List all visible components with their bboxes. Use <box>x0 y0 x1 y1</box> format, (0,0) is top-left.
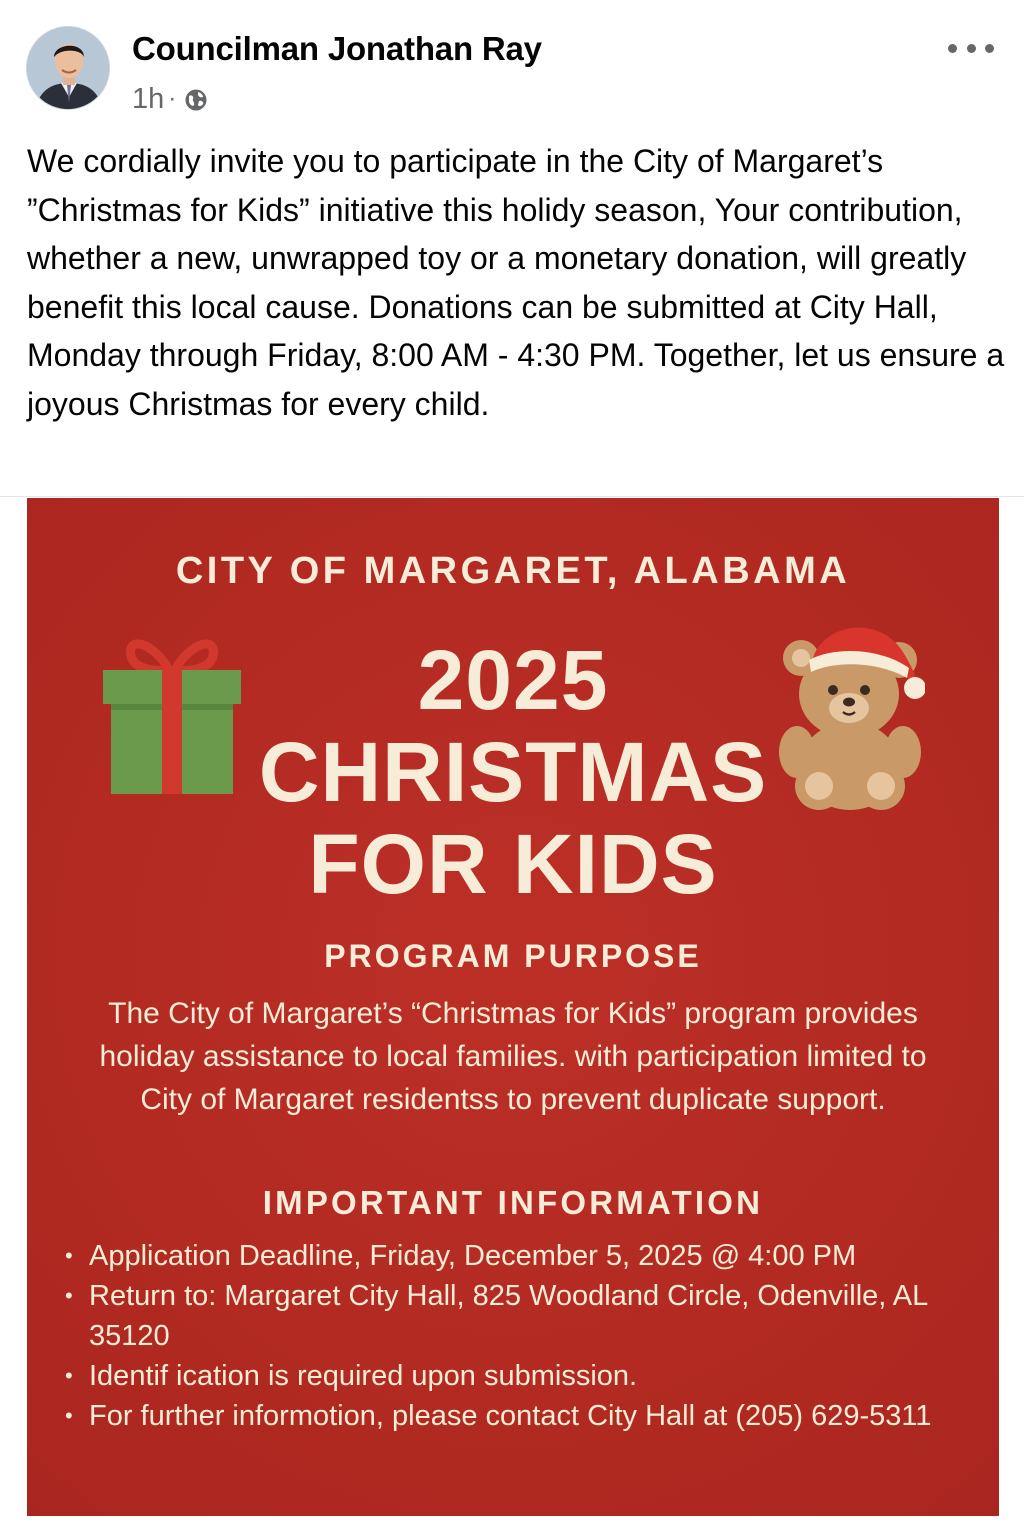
important-information-heading: IMPORTANT INFORMATION <box>262 1184 764 1221</box>
teddy-bear-icon <box>775 616 925 812</box>
list-item: • For further informotion, please contact City Hall at (205) 629-5311 <box>63 1396 983 1436</box>
flyer-title-line-2: FOR KIDS <box>308 817 718 911</box>
globe-icon[interactable] <box>184 87 208 111</box>
program-purpose-heading: PROGRAM PURPOSE <box>324 938 702 974</box>
avatar[interactable] <box>26 26 110 110</box>
list-item: • Return to: Margaret City Hall, 825 Woodland Circle, Odenville, AL 35120 <box>63 1276 983 1356</box>
more-options-icon[interactable] <box>948 28 994 68</box>
post-caption: We cordially invite you to participate in the City of Margaret’s ”Christmas for Kids” initiative this holidy season, Your contribution, whether a new, unwrapped toy or a monetary donation, will greatly benefit this local cause. Donations can be submitted at City Hall, Monday through Friday, 8:00 AM - 4:30 PM. Together, let us ensure a joyous Christmas for every child. <box>27 143 1005 422</box>
flyer-title-line-1: CHRISTMAS <box>258 725 768 819</box>
post-meta <box>132 82 208 116</box>
list-item: • Application Deadline, Friday, December 5, 2025 @ 4:00 PM <box>63 1236 983 1276</box>
post-timestamp[interactable]: 1h <box>132 82 165 115</box>
important-information-list <box>63 1236 983 1436</box>
program-purpose-text: The City of Margaret’s “Christmas for Kids” program provides holiday assistance to local families. with participation limited to City of Margaret residentss to prevent duplicate support. <box>99 997 927 1116</box>
flyer-kicker: CITY OF MARGARET, ALABAMA <box>175 550 851 592</box>
gift-icon <box>97 626 247 798</box>
meta-separator: · <box>168 85 177 112</box>
author-name[interactable]: Councilman Jonathan Ray <box>132 30 542 67</box>
flyer-year: 2025 <box>417 633 609 727</box>
event-flyer-image[interactable] <box>27 498 999 1516</box>
caption-divider <box>0 496 1024 497</box>
list-item: • Identif ication is required upon submission. <box>63 1356 983 1396</box>
post-header <box>0 0 1024 130</box>
